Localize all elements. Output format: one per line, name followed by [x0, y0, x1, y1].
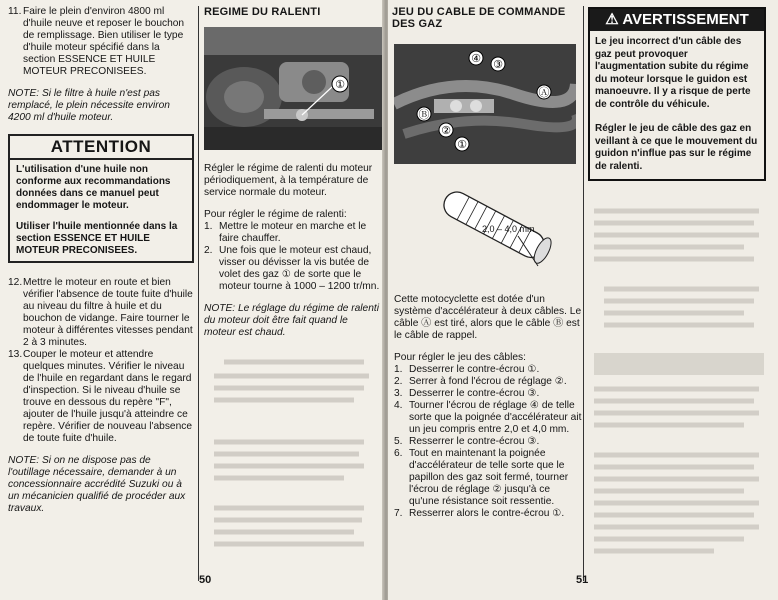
attention-title: ATTENTION: [10, 136, 192, 160]
warning-box: [588, 7, 766, 181]
page-number-left: 50: [199, 574, 212, 586]
note-tools: NOTE: Si on ne dispose pas de l'outillage nécessaire, demander à un concessionnaire accrédité Suzuki ou à un mécanicien qualifié de procéder aux travaux.: [8, 455, 186, 514]
idle-screw-photo: [204, 27, 382, 150]
throttle-cable-photo: [394, 44, 576, 164]
step-11: 11. Faire le plein d'environ 4800 ml d'huile neuve et reposer le bouchon de remplissage. Bien utiliser le type d'huile moteur spécifié dans la section ESSENCE ET HUILE MOTEUR PRECONISEES.: [8, 6, 185, 77]
show-through-text-right: [594, 205, 764, 575]
cable-step: 7. Resserrer alors le contre-écrou ①.: [394, 508, 565, 519]
idle-text: [204, 163, 382, 339]
idle-paragraph: Régler le régime de ralenti du moteur périodiquement, à la température de service normale du moteur.: [204, 163, 373, 198]
show-through-text: [214, 358, 374, 568]
warning-title: AVERTISSEMENT: [622, 11, 749, 28]
cable-step: 2. Serrer à fond l'écrou de réglage ②.: [394, 376, 567, 387]
warning-text-2: Régler le jeu de câble des gaz en veillant à ce que le mouvement du guidon n'influe pas sur le régime de ralenti.: [595, 123, 758, 172]
cable-photo-illustration: [394, 44, 576, 164]
cable-intro: Pour régler le jeu des câbles:: [394, 352, 526, 363]
idle-intro: Pour régler le régime de ralenti:: [204, 209, 347, 220]
warning-text-1: Le jeu incorrect d'un câble des gaz peut provoquer l'augmentation subite du régime du moteur lorsque le guidon est manoeuvre. Il y a risque de perte de contrôle du véhicule.: [595, 36, 751, 110]
idle-note: NOTE: Le réglage du régime de ralenti du moteur doit être fait quand le moteur est chaud.: [204, 303, 379, 338]
callout-4: ④: [471, 52, 481, 65]
warning-triangle-icon: ⚠: [605, 11, 619, 28]
idle-step-1: 1. Mettre le moteur en marche et le faire chauffer.: [204, 221, 367, 244]
callout-1-right: ①: [457, 138, 467, 151]
cable-paragraph: Cette motocyclette est dotée d'un système d'accélérateur à deux câbles. Le câble Ⓐ est tiré, alors que le câble Ⓑ est le câble de rappel.: [394, 294, 582, 341]
callout-2: ②: [441, 124, 451, 137]
throttle-cable-heading: JEU DU CABLE DE COMMANDE DES GAZ: [392, 6, 566, 30]
callout-a: Ⓐ: [538, 86, 550, 99]
note-filter: NOTE: Si le filtre à huile n'est pas remplacé, le plein nécessite environ 4200 ml d'huile moteur.: [8, 88, 170, 123]
step-12: 12. Mettre le moteur en route et bien vérifier l'absence de toute fuite d'huile au niveau du filtre à huile et du bouchon de vidange. Faire tourner le moteur à différentes vitesses pendant 2 à 3 minutes.: [8, 277, 193, 348]
column-divider: [198, 6, 199, 581]
left-column-2: [204, 6, 382, 18]
left-page: [0, 0, 385, 600]
step-13: 13. Couper le moteur et attendre quelques minutes. Vérifier le niveau de l'huile en regardant dans le regard d'inspection. Si le niveau d'huile se trouve en dessous du repère "F", ajouter de l'huile jusqu'à atteindre ce repère. Vérifier de nouveau l'absence de toute fuite d'huile.: [8, 349, 193, 444]
callout-1: ①: [335, 78, 345, 91]
cable-step: 1. Desserrer le contre-écrou ①.: [394, 364, 540, 375]
right-column-2: [588, 7, 766, 181]
cable-step: 6. Tout en maintenant la poignée d'accélérateur de telle sorte que le papillon des gaz soit fermé, tourner l'écrou de réglage ② jusqu'à ce qu'une résistance soit ressentie.: [394, 448, 569, 507]
right-page: [388, 0, 778, 600]
attention-box: [8, 134, 194, 263]
left-column-1: [8, 6, 194, 515]
cable-step: 5. Resserrer le contre-écrou ③.: [394, 436, 540, 447]
callout-3: ③: [493, 58, 503, 71]
page-number-right: 51: [576, 574, 589, 586]
cable-steps: [394, 364, 582, 520]
idle-step-2: 2. Une fois que le moteur est chaud, visser ou dévisser la vis butée de volet des gaz ① de sorte que le moteur tourne à 1000 – 1200 tr/mn.: [204, 245, 380, 292]
right-column-1: [394, 294, 582, 520]
cable-step: 3. Desserrer le contre-écrou ③.: [394, 388, 540, 399]
right-column-divider: [583, 6, 584, 581]
callout-b: Ⓑ: [418, 108, 430, 121]
idle-heading: REGIME DU RALENTI: [204, 6, 321, 18]
engine-photo-illustration: [204, 27, 382, 150]
right-column-1-heading: [392, 6, 580, 30]
attention-text-1: L'utilisation d'une huile non conforme aux recommandations données dans ce manuel peut endommager le moteur.: [16, 164, 171, 211]
throttle-grip-diagram: [418, 178, 578, 278]
cable-step: 4. Tourner l'écrou de réglage ④ de telle sorte que la poignée d'accélérateur ait un jeu compris entre 2,0 et 4,0 mm.: [394, 400, 582, 435]
attention-text-2: Utiliser l'huile mentionnée dans la section ESSENCE ET HUILE MOTEUR PRECONISEES.: [16, 221, 178, 256]
free-play-label: 2,0 – 4,0 mm: [482, 224, 535, 234]
